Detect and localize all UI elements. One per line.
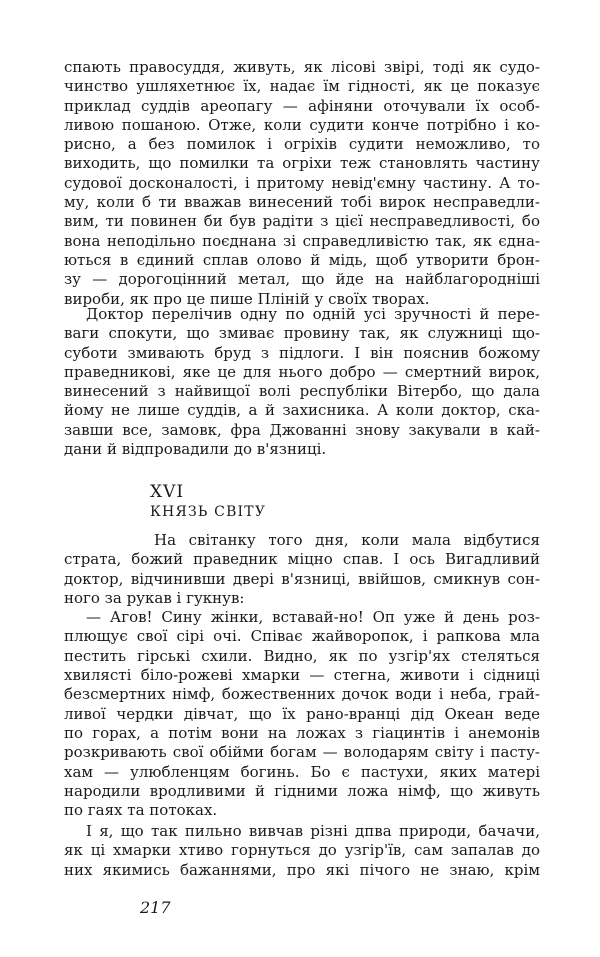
chapter-number: XVI [150, 482, 185, 502]
text-line: рисно, а без помилок і огріхів судити неможливо, то [64, 135, 540, 154]
text-line: вироби, як про це пише Пліній у своїх творах. [64, 289, 430, 308]
text-line: ливої чердки дівчат, що їх рано-вранці дід Океан веде [64, 704, 540, 723]
text-line: завши все, замовк, фра Джованні знову закували в кай- [64, 420, 540, 439]
text-line: вим, ти повинен би був радіти з цієї несправедливості, бо [64, 212, 540, 231]
text-line: суботи змивають бруд з підлоги. І він пояснив божому [64, 343, 540, 362]
text-line: хам — улюбленцям богинь. Бо є пастухи, яких матері [64, 762, 540, 781]
text-line: пестить гірські схили. Видно, як по узгір'ях стеляться [64, 646, 540, 665]
text-line: му, коли б ти вважав винесений тобі вирок несправедли- [64, 193, 540, 212]
text-line: чинство ушляхетнює їх, надає їм гідності, як це показує [64, 77, 540, 96]
text-line: страта, божий праведник міцно спав. І ось Вигадливий [64, 550, 540, 569]
text-line: по горах, а потім вони на ложах з гіацинтів і анемонів [64, 723, 540, 742]
text-line: судової досконалості, і притому невід'ємну частину. А то- [64, 173, 540, 192]
text-line: спають правосуддя, живуть, як лісові звірі, тоді як судо- [64, 58, 540, 76]
text-line: народили вродливими й гідними ложа німф, що живуть [64, 781, 540, 800]
text-line: ються в єдиний сплав олово й мідь, щоб утворити брон- [64, 250, 540, 269]
text-line: вона неподільно поєднана зі справедливістю так, як єдна- [64, 231, 540, 250]
paragraph-dawn [64, 531, 540, 820]
text-line: ливою пошаною. Отже, коли судити конче потрібно і ко- [64, 115, 540, 134]
text-line: зу — дорогоцінний метал, що йде на найблагородніші [64, 270, 540, 289]
text-line: них якимись бажаннями, про які пічого не знаю, крім [64, 860, 540, 879]
text-line: по гаях та потоках. [64, 801, 218, 820]
text-line: хвилясті біло-рожеві хмарки — стегна, животи і сідниці [64, 666, 540, 685]
text-line: дани й відпровадили до в'язниці. [64, 440, 327, 459]
paragraph-doctor-list [64, 305, 540, 459]
text-line: ваги спокути, що змиває провину так, як служниці що- [64, 324, 540, 343]
text-line: На світанку того дня, коли мала відбутися [154, 531, 540, 549]
text-line: розкривають свої обійми богам — володарям світу і пасту- [64, 743, 540, 762]
text-line: доктор, відчинивши двері в'язниці, ввійшов, смикнув сон- [64, 569, 540, 588]
text-line: І я, що так пильно вивчав різні дпва природи, бачачи, [86, 822, 540, 840]
text-line: — Агов! Сину жінки, вставай-но! Оп уже й день роз- [86, 608, 540, 627]
text-line: ного за рукав і гукнув: [64, 588, 245, 607]
text-line: йому не лише суддів, а й захисника. А коли доктор, ска- [64, 401, 540, 420]
text-line: безсмертних німф, божественних дочок води і неба, грай- [64, 685, 540, 704]
text-line: Доктор перелічив одну по одній усі зручності й пере- [86, 305, 540, 323]
text-line: як ці хмарки хтиво горнуться до узгір'їв, сам запалав до [64, 841, 540, 860]
text-line: праведникові, яке це для нього добро — смертний вирок, [64, 362, 540, 381]
chapter-title: КНЯЗЬ СВІТУ [150, 504, 267, 520]
text-line: виходить, що помилки та огріхи теж становлять частину [64, 154, 540, 173]
page-number: 217 [140, 898, 171, 917]
paragraph-continuation [64, 58, 540, 309]
paragraph-narrator [64, 822, 540, 880]
text-line: приклад суддів ареопагу — афіняни оточували їх особ- [64, 96, 540, 115]
text-line: винесений з найвищої волі республіки Вітербо, що дала [64, 382, 540, 401]
text-line: плющує свої сірі очі. Співає жайворопок, і рапкова мла [64, 627, 540, 646]
